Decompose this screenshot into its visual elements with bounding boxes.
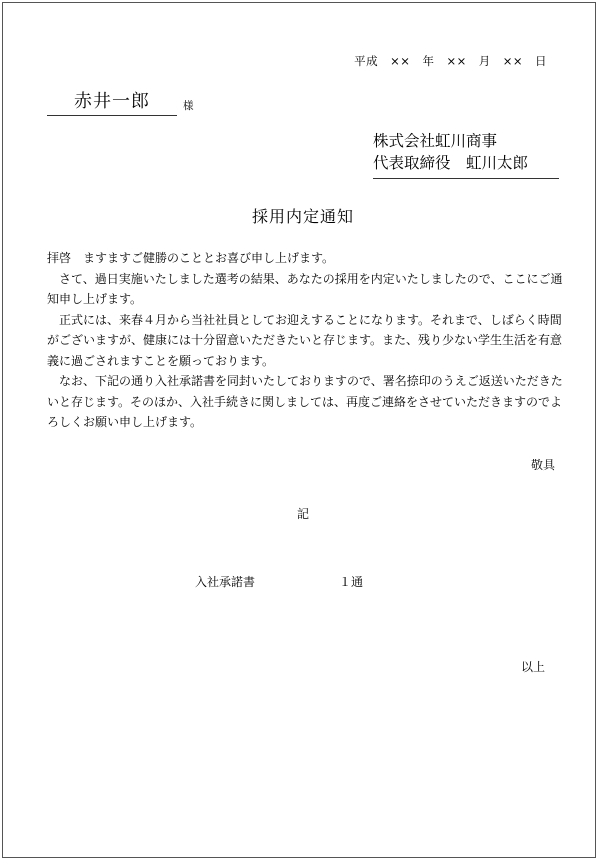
sender-block [373,130,559,179]
ki-heading: 記 [296,507,309,521]
recipient-name: 赤井一郎 [47,87,177,116]
recipient-honorific: 様 [183,100,194,112]
sender-representative: 代表取締役 虹川太郎 [373,154,529,172]
body-paragraph: 拝啓 ますますご健勝のこととお喜び申し上げます。 [47,251,335,265]
body-paragraph: さて、過日実施いたしました選考の結果、あなたの採用を内定いたしましたので、ここにご通知申し上げます。 [47,271,563,306]
enclosure-name: 入社承諾書 [195,575,256,589]
enclosure-quantity: １通 [339,575,364,589]
letter-page [2,2,596,858]
ijo-ending: 以上 [520,660,545,674]
letter-date: 平成 ×× 年 ×× 月 ×× 日 [354,54,547,68]
closing-word: 敬具 [530,458,555,472]
letter-body [47,248,563,433]
sender-company: 株式会社虹川商事 [373,132,498,150]
body-paragraph: 正式には、来春４月から当社社員としてお迎えすることになります。それまで、しばらく時間がございますが、健康には十分留意いただきたいと存じます。また、残り少ない学生生活を有意義に過ごされますことを願っております。 [47,312,563,368]
recipient-block [47,87,194,116]
body-paragraph: なお、下記の通り入社承諾書を同封いたしておりますので、署名捺印のうえご返送いただきたいと存じます。そのほか、入社手続きに関しましては、再度ご連絡をさせていただきますのでよろしくお願い申し上げます。 [47,374,563,429]
document-title: 採用内定通知 [251,207,354,226]
